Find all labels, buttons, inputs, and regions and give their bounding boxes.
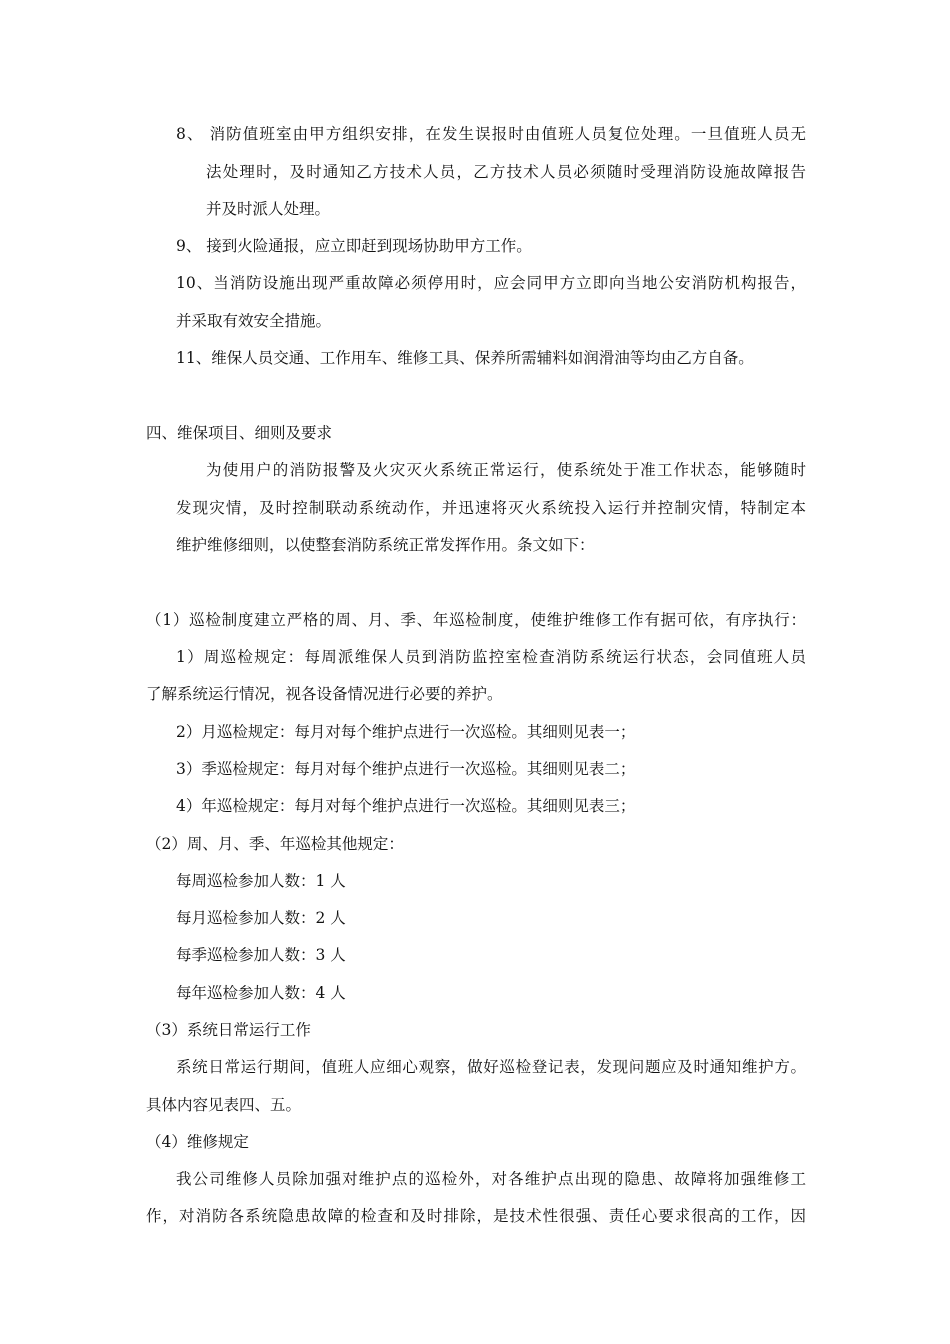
para-2-heading: （2）周、月、季、年巡检其他规定： — [146, 835, 404, 853]
intro-line-1: 为使用户的消防报警及火灾灭火系统正常运行，使系统处于准工作状态，能够随时 — [206, 461, 806, 479]
item-10-line-1: 10、当消防设施出现严重故障必须停用时，应会同甲方立即向当地公安消防机构报告， — [176, 274, 806, 292]
para-4-heading: （4）维修规定 — [146, 1133, 249, 1151]
yearly-participants: 每年巡检参加人数：4 人 — [176, 984, 346, 1002]
section-heading: 四、维保项目、细则及要求 — [146, 424, 333, 442]
para-1-heading: （1）巡检制度建立严格的周、月、季、年巡检制度，使维护维修工作有据可依，有序执行： — [146, 611, 806, 629]
para-1-4: 4）年巡检规定：每月对每个维护点进行一次巡检。其细则见表三； — [176, 797, 636, 815]
item-8-line-1: 8、 消防值班室由甲方组织安排，在发生误报时由值班人员复位处理。一旦值班人员无 — [176, 125, 806, 143]
para-1-3: 3）季巡检规定：每月对每个维护点进行一次巡检。其细则见表二； — [176, 760, 636, 778]
item-8-line-3: 并及时派人处理。 — [206, 200, 331, 218]
item-9: 9、 接到火险通报，应立即赶到现场协助甲方工作。 — [176, 237, 532, 255]
item-11: 11、维保人员交通、工作用车、维修工具、保养所需辅料如润滑油等均由乙方自备。 — [176, 349, 754, 367]
para-3-body-line-2: 具体内容见表四、五。 — [146, 1096, 302, 1114]
para-4-body-line-1: 我公司维修人员除加强对维护点的巡检外，对各维护点出现的隐患、故障将加强维修工 — [176, 1170, 806, 1188]
para-1-1-line-2: 了解系统运行情况，视各设备情况进行必要的养护。 — [146, 685, 503, 703]
para-1-1-line-1: 1）周巡检规定：每周派维保人员到消防监控室检查消防系统运行状态，会同值班人员 — [176, 648, 806, 666]
para-1-2: 2）月巡检规定：每月对每个维护点进行一次巡检。其细则见表一； — [176, 723, 636, 741]
para-3-body-line-1: 系统日常运行期间，值班人应细心观察，做好巡检登记表，发现问题应及时通知维护方。 — [176, 1058, 806, 1076]
item-8-line-2: 法处理时，及时通知乙方技术人员，乙方技术人员必须随时受理消防设施故障报告 — [206, 163, 806, 181]
item-10-line-2: 并采取有效安全措施。 — [176, 312, 332, 330]
intro-line-2: 发现灾情，及时控制联动系统动作，并迅速将灭火系统投入运行并控制灾情，特制定本 — [176, 499, 806, 517]
para-4-body-line-2: 作，对消防各系统隐患故障的检查和及时排除，是技术性很强、责任心要求很高的工作，因 — [146, 1207, 806, 1225]
para-3-heading: （3）系统日常运行工作 — [146, 1021, 311, 1039]
monthly-participants: 每月巡检参加人数：2 人 — [176, 909, 346, 927]
intro-line-3: 维护维修细则，以使整套消防系统正常发挥作用。条文如下： — [176, 536, 595, 554]
weekly-participants: 每周巡检参加人数：1 人 — [176, 872, 346, 890]
seasonal-participants: 每季巡检参加人数：3 人 — [176, 946, 346, 964]
